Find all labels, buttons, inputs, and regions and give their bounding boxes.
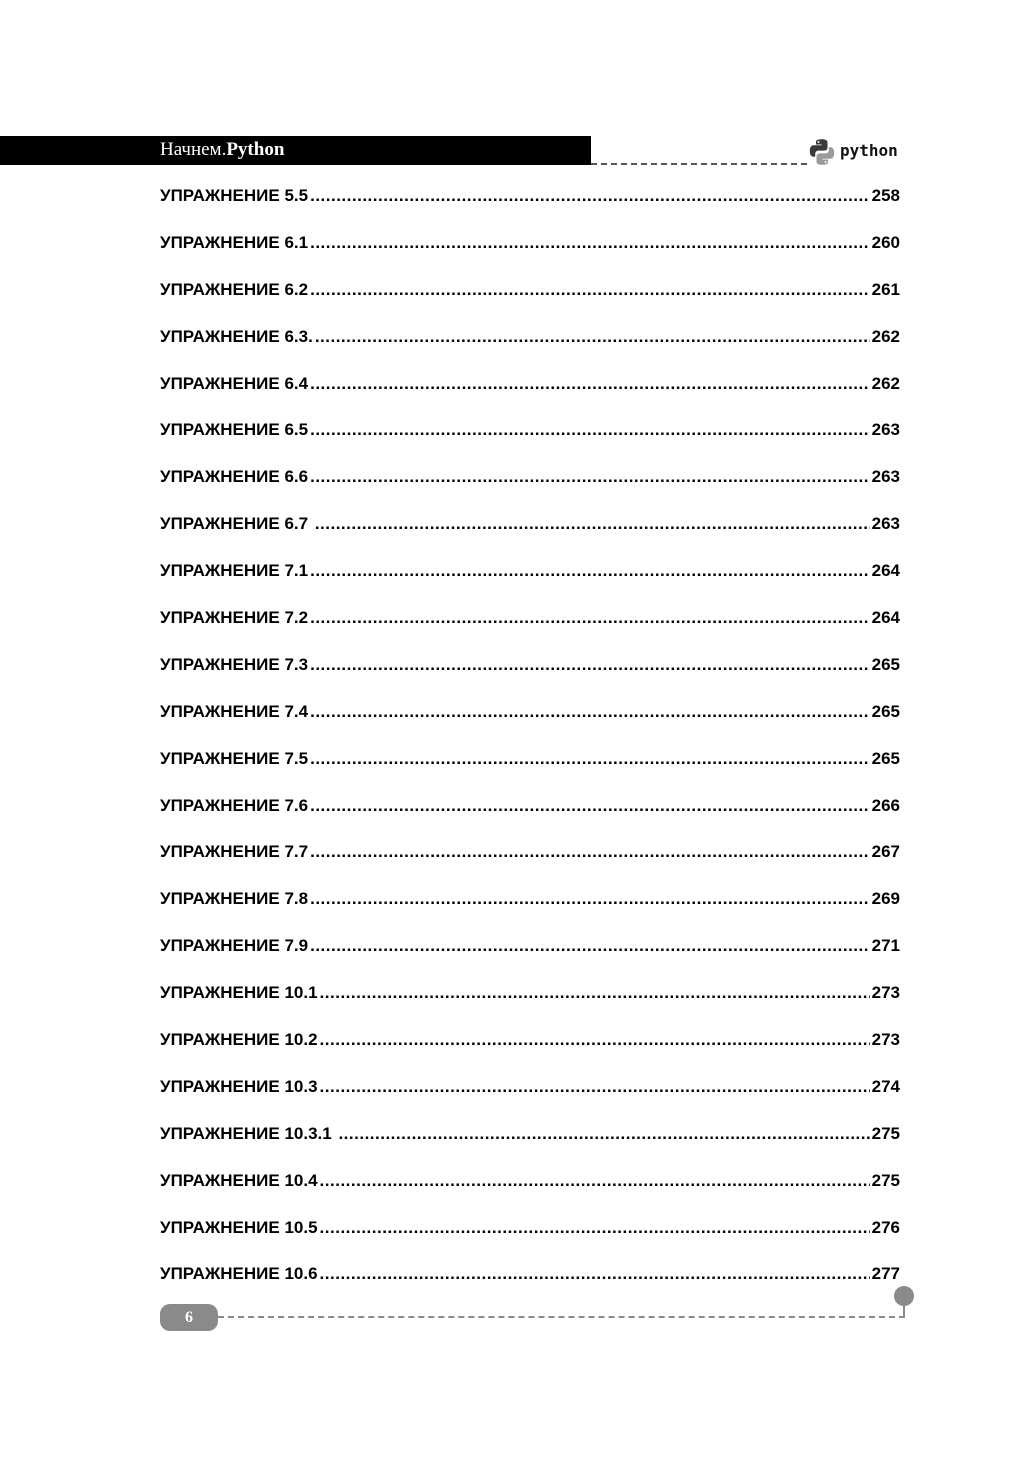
toc-entry-page: 273 [871, 1030, 900, 1050]
toc-entry-label: УПРАЖНЕНИЕ 10.6 [160, 1264, 318, 1284]
toc-dot-leader [310, 604, 870, 632]
toc-dot-leader [310, 932, 870, 960]
toc-entry [160, 1073, 900, 1120]
toc-entry [160, 1120, 900, 1167]
toc-entry-label: УПРАЖНЕНИЕ 6.3. [160, 326, 313, 346]
toc-entry [160, 604, 900, 651]
toc-dot-leader [320, 1214, 870, 1242]
toc-entry-page: 276 [871, 1217, 900, 1237]
toc-entry [160, 557, 900, 604]
python-logo-eye-upper [818, 141, 820, 143]
toc-entry-page: 275 [871, 1170, 900, 1190]
toc-dot-leader [310, 745, 870, 773]
toc-entry [160, 416, 900, 463]
toc-dot-leader [310, 885, 870, 913]
toc-entry [160, 1026, 900, 1073]
toc-entry-label: УПРАЖНЕНИЕ 5.5 [160, 186, 309, 205]
toc-entry-page: 263 [871, 514, 900, 534]
toc-dot-leader [310, 229, 870, 257]
toc-dot-leader [320, 1073, 870, 1101]
toc-entry-page: 274 [871, 1076, 900, 1096]
toc-entry-page: 267 [871, 842, 900, 862]
footer-dashed-line [218, 1316, 905, 1318]
python-logo-text: python [840, 141, 898, 160]
toc-entry [160, 1214, 900, 1261]
toc-dot-leader [310, 463, 870, 491]
running-header-title [160, 137, 284, 163]
toc-entry-label: УПРАЖНЕНИЕ 6.5 [160, 420, 309, 440]
toc-entry [160, 510, 900, 557]
toc-entry-label: УПРАЖНЕНИЕ 10.2 [160, 1030, 318, 1050]
toc-entry-label: УПРАЖНЕНИЕ 7.6 [160, 795, 309, 815]
toc-entry-label: УПРАЖНЕНИЕ 7.3 [160, 654, 309, 674]
header-title-bold: Python [226, 139, 285, 160]
toc-entry [160, 838, 900, 885]
footer-dot-stem [903, 1305, 905, 1317]
toc-entry-label: УПРАЖНЕНИЕ 10.1 [160, 983, 318, 1003]
footer-dot-ornament [894, 1286, 914, 1306]
python-logo-eye-lower [825, 161, 827, 163]
toc-entry [160, 698, 900, 745]
toc-dot-leader [315, 323, 870, 351]
toc-entry-label: УПРАЖНЕНИЕ 6.1 [160, 232, 309, 252]
toc-entry [160, 182, 900, 229]
toc-entry [160, 1167, 900, 1214]
toc-entry-page: 275 [871, 1123, 900, 1143]
toc-entry-page: 260 [871, 232, 900, 252]
python-logo-icon [807, 137, 837, 167]
toc-dot-leader [310, 651, 870, 679]
toc-entry-page: 264 [871, 561, 900, 581]
header-title-prefix: Начнем. [160, 139, 227, 160]
toc-entry-label: УПРАЖНЕНИЕ 7.4 [160, 701, 309, 721]
toc-dot-leader [320, 1026, 870, 1054]
toc-entry-label: УПРАЖНЕНИЕ 7.7 [160, 842, 309, 862]
toc-entry [160, 979, 900, 1026]
toc-entry-page: 263 [871, 467, 900, 487]
toc-dot-leader [310, 276, 870, 304]
toc-entry-label: УПРАЖНЕНИЕ 10.3 [160, 1076, 318, 1096]
toc-entry [160, 792, 900, 839]
toc-entry-page: 262 [871, 373, 900, 393]
toc-entry-label: УПРАЖНЕНИЕ 7.8 [160, 889, 309, 909]
toc-dot-leader [310, 370, 870, 398]
toc-dot-leader [310, 838, 870, 866]
toc-entry-page: 271 [871, 936, 900, 956]
toc-dot-leader [310, 416, 870, 444]
toc-entry [160, 229, 900, 276]
toc-entry-page: 261 [871, 279, 900, 299]
toc-entry-page: 266 [871, 795, 900, 815]
toc-entry-page: 277 [871, 1264, 900, 1284]
toc-entry-page: 263 [871, 420, 900, 440]
toc-entry-label: УПРАЖНЕНИЕ 10.3.1 [160, 1123, 337, 1143]
toc-dot-leader [310, 182, 870, 210]
toc-entry-page: 265 [871, 748, 900, 768]
toc-entry-page: 264 [871, 608, 900, 628]
toc-entry-label: УПРАЖНЕНИЕ 6.7 [160, 514, 313, 534]
toc-entry-label: УПРАЖНЕНИЕ 7.1 [160, 561, 309, 581]
toc-entry [160, 885, 900, 932]
toc-entry [160, 463, 900, 510]
toc-dot-leader [320, 1167, 870, 1195]
toc-entry-page: 265 [871, 654, 900, 674]
table-of-contents [160, 182, 900, 1307]
toc-entry-label: УПРАЖНЕНИЕ 7.2 [160, 608, 309, 628]
toc-entry [160, 651, 900, 698]
toc-entry-label: УПРАЖНЕНИЕ 7.5 [160, 748, 309, 768]
header-bar [0, 136, 591, 165]
toc-entry [160, 323, 900, 370]
toc-entry-page: 262 [871, 326, 900, 346]
toc-dot-leader [310, 557, 870, 585]
toc-entry [160, 1260, 900, 1307]
toc-entry-label: УПРАЖНЕНИЕ 10.5 [160, 1217, 318, 1237]
toc-dot-leader [315, 510, 870, 538]
toc-entry-page: 258 [871, 186, 900, 205]
toc-entry-page: 273 [871, 983, 900, 1003]
toc-entry-page: 269 [871, 889, 900, 909]
toc-entry-label: УПРАЖНЕНИЕ 6.6 [160, 467, 309, 487]
toc-entry-label: УПРАЖНЕНИЕ 6.2 [160, 279, 309, 299]
toc-entry-label: УПРАЖНЕНИЕ 10.4 [160, 1170, 318, 1190]
toc-dot-leader [338, 1120, 869, 1148]
toc-entry-label: УПРАЖНЕНИЕ 6.4 [160, 373, 309, 393]
toc-dot-leader [320, 1260, 870, 1288]
toc-entry [160, 370, 900, 417]
toc-dot-leader [320, 979, 870, 1007]
toc-dot-leader [310, 698, 870, 726]
toc-entry [160, 745, 900, 792]
toc-entry [160, 276, 900, 323]
toc-dot-leader [310, 792, 870, 820]
toc-entry-label: УПРАЖНЕНИЕ 7.9 [160, 936, 309, 956]
toc-entry-page: 265 [871, 701, 900, 721]
toc-entry [160, 932, 900, 979]
page-number: 6 [160, 1304, 218, 1331]
header-dashed-line [591, 163, 807, 165]
